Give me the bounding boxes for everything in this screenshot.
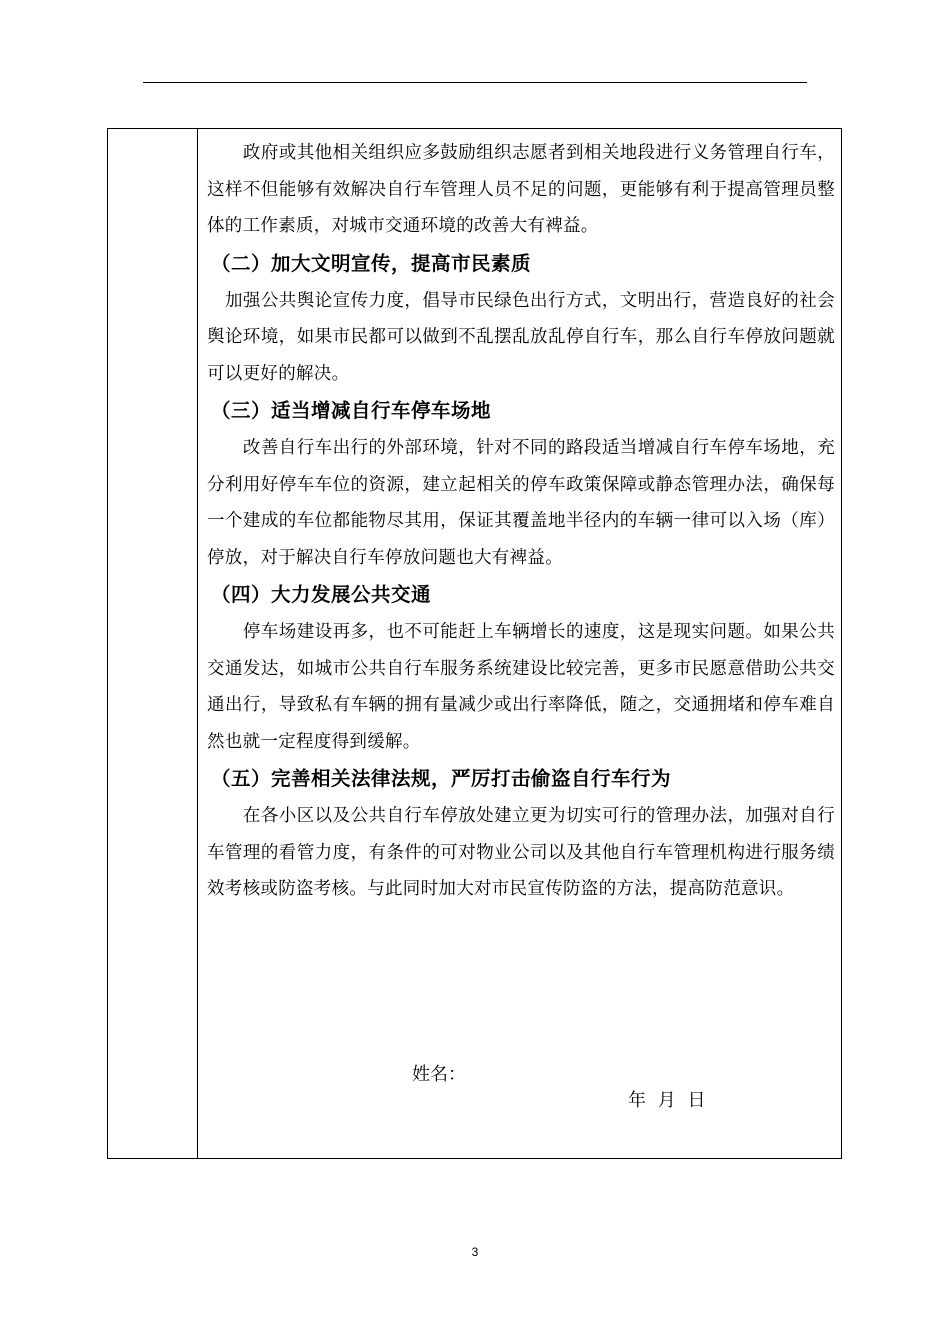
section-2-body: 加强公共舆论宣传力度，倡导市民绿色出行方式，文明出行，营造良好的社会舆论环境，如果市民都可以做到不乱摆乱放乱停自行车，那么自行车停放问题就可以更好的解决。 (207, 290, 835, 384)
header-rule (143, 82, 807, 83)
section-3-heading: （三）适当增减自行车停车场地 (211, 399, 492, 422)
page-number: 3 (471, 1245, 479, 1259)
section-3-body: 改善自行车出行的外部环境，针对不同的路段适当增减自行车停车场地，充分利用好停车车位的资源，建立起相关的停车政策保障或静态管理办法，确保每一个建成的车位都能物尽其用，保证其覆盖地半径内的车辆一律可以入场（库）停放，对于解决自行车停放问题也大有裨益。 (207, 438, 835, 568)
section-4-body: 停车场建设再多，也不可能赶上车辆增长的速度，这是现实问题。如果公共交通发达，如城市公共自行车服务系统建设比较完善，更多市民愿意借助公共交通出行，导致私有车辆的拥有量减少或出行率降低，随之，交通拥堵和停车难自然也就一定程度得到缓解。 (207, 622, 835, 752)
section-2-heading: （二）加大文明宣传，提高市民素质 (211, 251, 532, 275)
signature-name-label: 姓名： (412, 1064, 466, 1085)
table-content-cell (207, 135, 835, 908)
section-5-heading: （五）完善相关法律法规，严厉打击偷盗自行车行为 (211, 767, 672, 790)
form-table (107, 128, 842, 1159)
section-4-heading: （四）大力发展公共交通 (211, 583, 432, 606)
signature-date-label: 年 月 日 (628, 1090, 706, 1111)
column-separator (197, 129, 198, 1158)
section-1-body: 政府或其他相关组织应多鼓励组织志愿者到相关地段进行义务管理自行车，这样不但能够有效解决自行车管理人员不足的问题，更能够有利于提高管理员整体的工作素质，对城市交通环境的改善大有裨益。 (207, 143, 835, 236)
section-5-body: 在各小区以及公共自行车停放处建立更为切实可行的管理办法，加强对自行车管理的看管力度，有条件的可对物业公司以及其他自行车管理机构进行服务绩效考核或防盗考核。与此同时加大对市民宣传防盗的方法，提高防范意识。 (207, 806, 835, 899)
